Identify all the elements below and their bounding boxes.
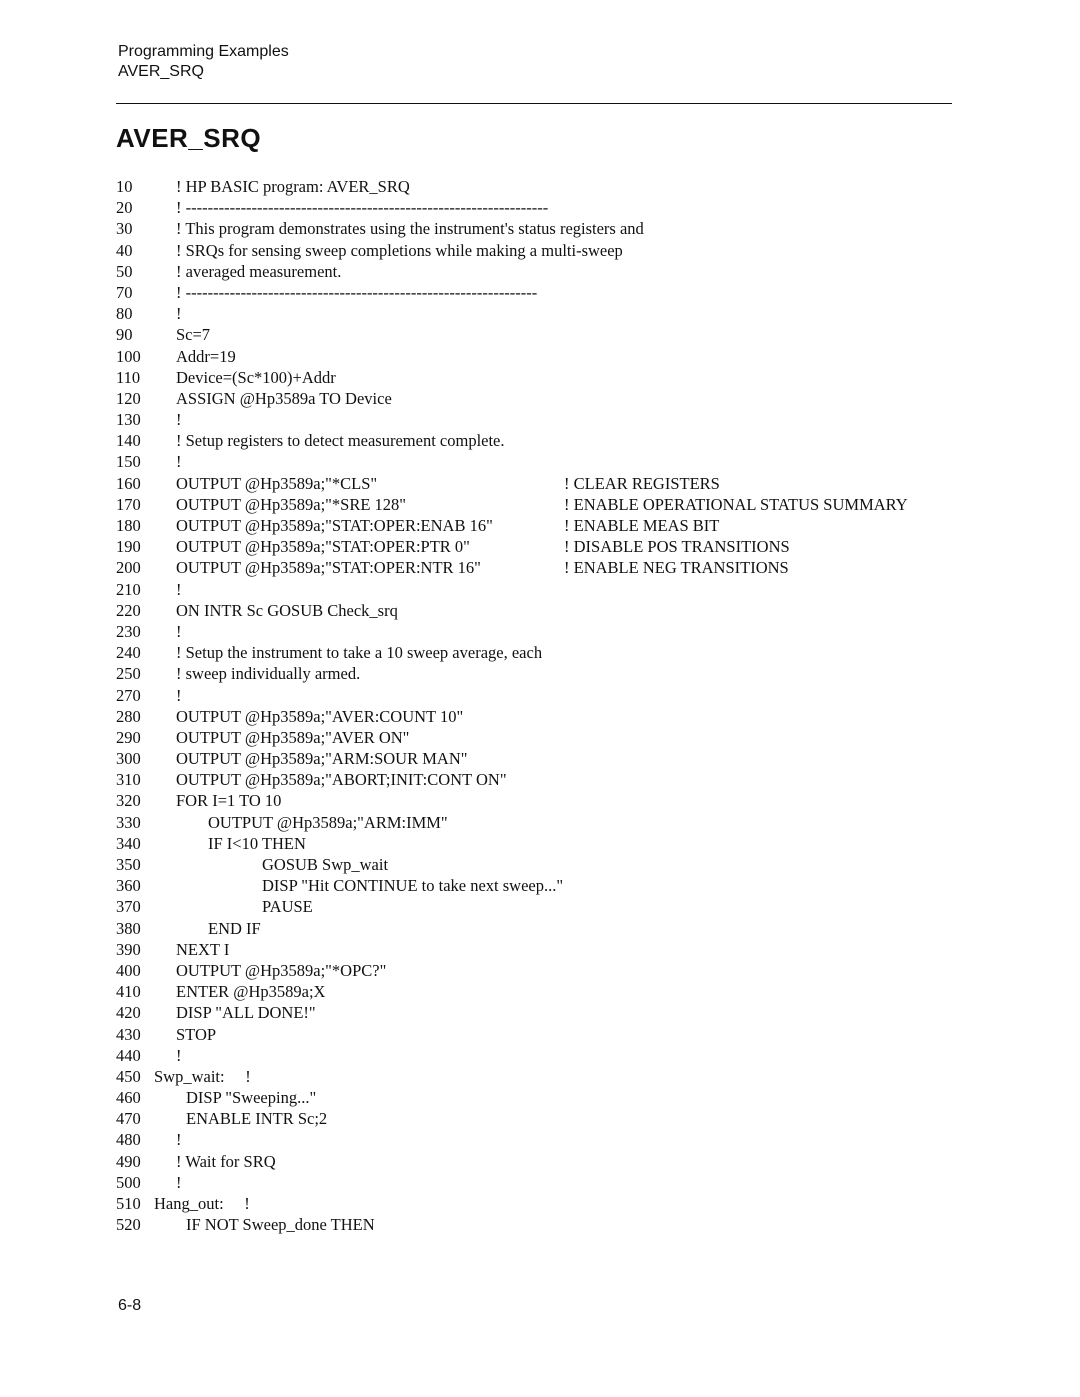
code-text: ! sweep individually armed. [176, 664, 361, 684]
code-text: ! [176, 685, 182, 705]
code-text: ! [176, 1045, 182, 1065]
line-number: 310 [116, 770, 141, 790]
line-number: 510 [116, 1194, 141, 1213]
code-comment: ! DISABLE POS TRANSITIONS [564, 537, 790, 557]
line-number: 330 [116, 812, 141, 832]
line-number: 360 [116, 876, 141, 896]
line-number: 420 [116, 1003, 141, 1023]
code-comment: ! ENABLE MEAS BIT [564, 516, 720, 535]
line-number: 80 [116, 304, 133, 324]
code-text: OUTPUT @Hp3589a;"ARM:SOUR MAN" [176, 749, 468, 769]
code-comment: ! ENABLE OPERATIONAL STATUS SUMMARY [564, 494, 908, 514]
code-text: OUTPUT @Hp3589a;"ARM:IMM" [208, 812, 448, 832]
code-text: ! [176, 579, 182, 599]
code-text: ! Setup the instrument to take a 10 sweep average, each [176, 643, 543, 663]
line-number: 70 [116, 282, 133, 302]
line-number: 210 [116, 579, 141, 599]
code-text: END IF [208, 918, 261, 938]
code-text: Swp_wait: ! [154, 1066, 251, 1086]
code-text: GOSUB Swp_wait [262, 855, 389, 874]
line-number: 30 [116, 219, 133, 239]
code-text: ASSIGN @Hp3589a TO Device [176, 388, 392, 408]
line-number: 50 [116, 261, 133, 281]
line-number: 140 [116, 431, 141, 451]
code-text: ! SRQs for sensing sweep completions while making a multi-sweep [176, 240, 623, 260]
code-text: ! [176, 1130, 182, 1150]
line-number: 40 [116, 240, 133, 260]
code-text: OUTPUT @Hp3589a;"*OPC?" [176, 960, 387, 980]
line-number: 380 [116, 918, 141, 938]
line-number: 110 [116, 367, 141, 387]
line-number: 220 [116, 600, 141, 620]
code-text: ENTER @Hp3589a;X [176, 982, 326, 1002]
page-title: AVER_SRQ [116, 123, 262, 153]
code-text: OUTPUT @Hp3589a;"AVER ON" [176, 727, 410, 747]
code-text: OUTPUT @Hp3589a;"AVER:COUNT 10" [176, 706, 464, 726]
code-text: ! averaged measurement. [176, 261, 342, 281]
code-text: ! [176, 410, 182, 430]
code-text: ENABLE INTR Sc;2 [186, 1109, 328, 1129]
code-text: ! ------------------------------------------------------------------ [176, 198, 549, 218]
page-number: 6-8 [118, 1297, 142, 1314]
code-text: PAUSE [262, 897, 313, 917]
code-text: Device=(Sc*100)+Addr [176, 367, 336, 387]
code-text: OUTPUT @Hp3589a;"STAT:OPER:NTR 16" [176, 558, 481, 578]
code-text: OUTPUT @Hp3589a;"*SRE 128" [176, 494, 407, 514]
line-number: 250 [116, 664, 141, 684]
line-number: 240 [116, 643, 141, 663]
code-text: ! This program demonstrates using the instrument's status registers and [176, 219, 644, 239]
line-number: 100 [116, 346, 141, 366]
code-text: IF NOT Sweep_done THEN [186, 1215, 375, 1235]
code-text: FOR I=1 TO 10 [176, 791, 282, 811]
line-number: 200 [116, 558, 141, 578]
line-number: 10 [116, 177, 133, 196]
code-text: ! Wait for SRQ [176, 1151, 276, 1171]
line-number: 130 [116, 410, 141, 430]
line-number: 20 [116, 198, 133, 218]
code-comment: ! ENABLE NEG TRANSITIONS [564, 558, 789, 578]
line-number: 270 [116, 685, 141, 705]
line-number: 180 [116, 516, 141, 535]
code-text: ! [176, 452, 182, 472]
code-text: OUTPUT @Hp3589a;"*CLS" [176, 473, 378, 493]
running-header [118, 42, 289, 82]
code-text: STOP [176, 1024, 217, 1044]
line-number: 150 [116, 452, 141, 472]
code-text: ! [176, 304, 182, 324]
code-comment: ! CLEAR REGISTERS [564, 473, 720, 493]
line-number: 340 [116, 833, 141, 853]
code-text: ! [176, 1172, 182, 1192]
code-text: NEXT I [176, 939, 230, 959]
line-number: 300 [116, 749, 141, 769]
code-text: DISP "Sweeping..." [186, 1088, 317, 1108]
line-number: 170 [116, 494, 141, 514]
line-number: 120 [116, 388, 141, 408]
line-number: 390 [116, 939, 141, 959]
line-number: 490 [116, 1151, 141, 1171]
header-rule [116, 103, 952, 104]
line-number: 460 [116, 1088, 141, 1108]
code-text: DISP "Hit CONTINUE to take next sweep..." [262, 876, 564, 896]
line-number: 90 [116, 325, 133, 345]
line-number: 410 [116, 982, 141, 1002]
header-subsection: AVER_SRQ [118, 63, 204, 80]
line-number: 520 [116, 1215, 141, 1235]
code-text: ! [176, 621, 182, 641]
line-number: 320 [116, 791, 141, 811]
code-text: Addr=19 [176, 346, 236, 366]
code-text: Sc=7 [176, 325, 211, 345]
header-section: Programming Examples [118, 43, 289, 60]
line-number: 480 [116, 1130, 141, 1150]
code-text: OUTPUT @Hp3589a;"ABORT;INIT:CONT ON" [176, 770, 507, 790]
line-number: 500 [116, 1172, 141, 1192]
line-number: 450 [116, 1066, 141, 1086]
line-number: 160 [116, 473, 141, 493]
code-text: ! Setup registers to detect measurement complete. [176, 431, 505, 451]
line-number: 230 [116, 621, 141, 641]
line-number: 350 [116, 855, 141, 874]
code-text: ! HP BASIC program: AVER_SRQ [176, 177, 410, 196]
line-number: 280 [116, 706, 141, 726]
line-number: 290 [116, 727, 141, 747]
code-text: Hang_out: ! [154, 1194, 250, 1213]
line-number: 190 [116, 537, 141, 557]
code-text: DISP "ALL DONE!" [176, 1003, 316, 1023]
code-text: OUTPUT @Hp3589a;"STAT:OPER:PTR 0" [176, 537, 470, 557]
code-text: IF I<10 THEN [208, 833, 306, 853]
line-number: 370 [116, 897, 141, 917]
line-number: 430 [116, 1024, 141, 1044]
code-text: OUTPUT @Hp3589a;"STAT:OPER:ENAB 16" [176, 516, 493, 535]
code-text: ! ---------------------------------------------------------------- [176, 282, 538, 302]
line-number: 400 [116, 960, 141, 980]
line-number: 440 [116, 1045, 141, 1065]
line-number: 470 [116, 1109, 141, 1129]
code-text: ON INTR Sc GOSUB Check_srq [176, 600, 398, 620]
